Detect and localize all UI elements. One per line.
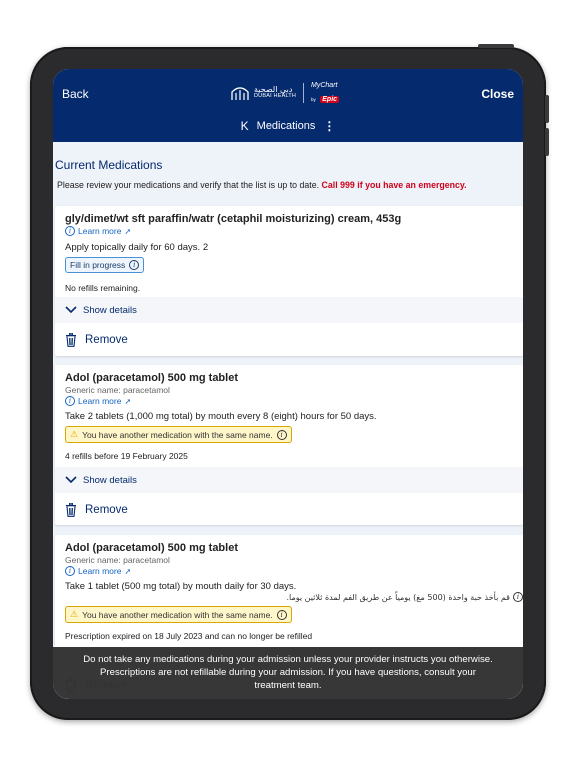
- medication-name: Adol (paracetamol) 500 mg tablet: [65, 372, 238, 384]
- refill-text: No refills remaining.: [65, 283, 141, 293]
- refill-text: 4 refills before 19 February 2025: [65, 451, 188, 461]
- medication-card-body: [55, 365, 523, 461]
- chevron-down-icon: [65, 475, 77, 485]
- medication-instructions: Apply topically daily for 60 days. 2: [65, 242, 209, 253]
- section-heading: Current Medications: [55, 158, 163, 172]
- chevron-down-icon: [65, 305, 77, 315]
- learn-more-label: Learn more: [78, 226, 122, 236]
- review-text: Please review your medications and verify that the list is up to date.: [57, 180, 320, 190]
- remove-label: Remove: [85, 504, 128, 516]
- trash-icon: [65, 503, 77, 517]
- dubai-health-logo: [231, 81, 339, 105]
- volume-up-button: [545, 95, 549, 123]
- duplicate-warning-badge[interactable]: [65, 606, 292, 623]
- info-icon: i: [65, 396, 75, 406]
- logo-divider: [303, 83, 304, 103]
- show-details-label: Show details: [83, 474, 137, 486]
- medication-card: [55, 365, 523, 525]
- duplicate-warning-badge[interactable]: [65, 426, 292, 443]
- learn-more-label: Learn more: [78, 396, 122, 406]
- warning-icon: ⚠: [70, 609, 79, 619]
- refill-text: Prescription expired on 18 July 2023 and can no longer be refilled: [65, 631, 313, 641]
- fill-status-badge[interactable]: [65, 257, 144, 273]
- medication-instructions: Take 2 tablets (1,000 mg total) by mouth every 8 (eight) hours for 50 days.: [65, 411, 377, 422]
- arabic-instructions-label: قم بأخذ حبة واحدة (500 مغ) يومياً عن طريق الفم لمدة ثلاثين يوما.: [286, 592, 510, 602]
- medication-instructions: Take 1 tablet (500 mg total) by mouth daily for 30 days.: [65, 581, 297, 592]
- show-details-button[interactable]: [55, 467, 523, 493]
- duplicate-warning-label: You have another medication with the same name.: [82, 609, 273, 620]
- epic-label: Epic: [322, 95, 338, 103]
- back-button[interactable]: Back: [62, 87, 89, 101]
- header-bar: [53, 69, 523, 142]
- notice-line-3: treatment team.: [254, 680, 322, 691]
- warning-icon: ⚠: [70, 429, 79, 439]
- mychart-logo: [311, 82, 339, 105]
- fill-status-label: Fill in progress: [70, 260, 126, 270]
- close-button[interactable]: Close: [481, 87, 514, 101]
- external-link-icon: ➚: [124, 396, 132, 406]
- mychart-label: MyChart: [311, 81, 338, 89]
- mychart-by-label: by: [311, 96, 316, 102]
- logo-text: [254, 86, 296, 100]
- learn-more-link[interactable]: [65, 226, 523, 236]
- learn-more-link[interactable]: [65, 566, 523, 576]
- remove-button[interactable]: [55, 325, 523, 355]
- generic-name: Generic name: paracetamol: [65, 385, 170, 395]
- logo-english-text: DUBAI HEALTH: [254, 93, 297, 100]
- dubai-health-logo-icon: [231, 85, 249, 101]
- logo-arabic-text: دبي الصحية: [254, 85, 293, 95]
- power-button: [478, 44, 514, 48]
- app-screen: [53, 69, 523, 699]
- medication-card: [55, 206, 523, 356]
- notice-line-2: Prescriptions are not refillable during your admission. If you have questions, consult your: [100, 667, 476, 678]
- page-title: Medications: [256, 120, 316, 132]
- info-icon: i: [129, 260, 139, 270]
- learn-more-link[interactable]: [65, 396, 523, 406]
- external-link-icon: ➚: [124, 226, 132, 236]
- learn-more-label: Learn more: [78, 566, 122, 576]
- kebab-menu-icon[interactable]: ⋮: [323, 119, 336, 133]
- info-icon: i: [65, 226, 75, 236]
- trash-icon: [65, 333, 77, 347]
- notice-line-1: Do not take any medications during your admission unless your provider instructs you otherwise.: [83, 654, 493, 665]
- info-icon: i: [277, 610, 287, 620]
- remove-label: Remove: [85, 334, 128, 346]
- emergency-text: Call 999 if you have an emergency.: [321, 180, 467, 190]
- k-icon[interactable]: K: [240, 119, 249, 133]
- admission-notice-banner: [53, 647, 523, 699]
- medication-name: Adol (paracetamol) 500 mg tablet: [65, 542, 238, 554]
- medication-name: gly/dimet/wt sft paraffin/watr (cetaphil moisturizing) cream, 453g: [65, 213, 402, 225]
- info-icon[interactable]: i: [513, 592, 523, 602]
- medication-card-body: [55, 206, 523, 293]
- title-row: [53, 119, 523, 133]
- show-details-button[interactable]: [55, 297, 523, 323]
- instructions-text: [57, 180, 467, 190]
- medication-instructions-arabic: [65, 592, 523, 602]
- show-details-label: Show details: [83, 304, 137, 316]
- generic-name: Generic name: paracetamol: [65, 555, 170, 565]
- info-icon: i: [65, 566, 75, 576]
- info-icon: i: [277, 430, 287, 440]
- volume-down-button: [545, 128, 549, 156]
- remove-button[interactable]: [55, 495, 523, 525]
- external-link-icon: ➚: [124, 566, 132, 576]
- medication-card-body: [55, 535, 523, 641]
- duplicate-warning-label: You have another medication with the same name.: [82, 429, 273, 440]
